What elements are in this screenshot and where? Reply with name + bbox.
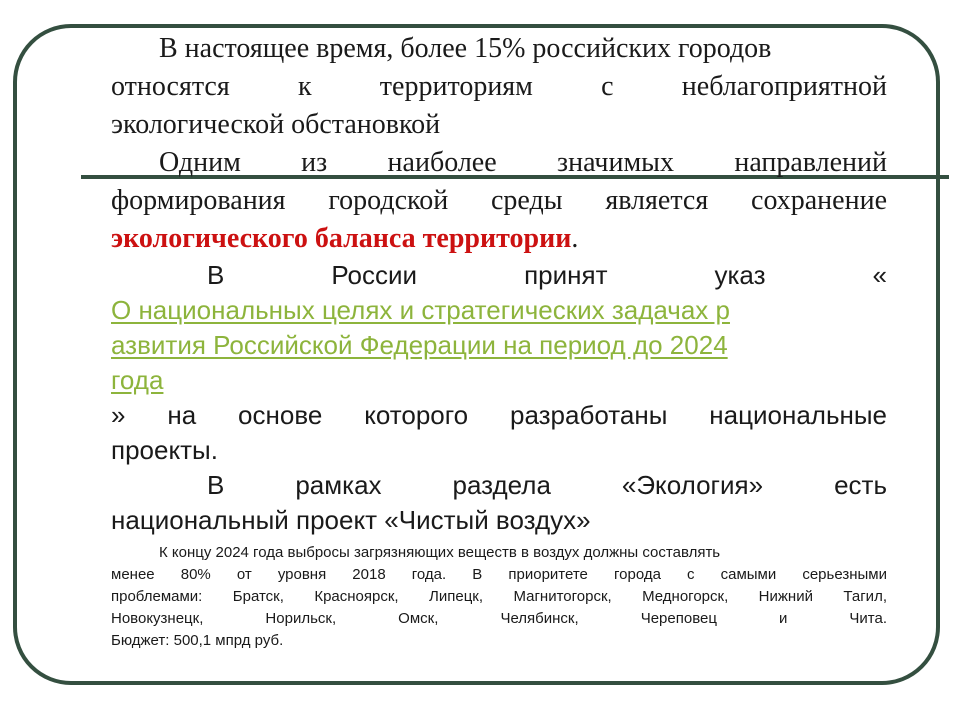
paragraph-line: экологической обстановкой <box>111 109 441 140</box>
ecological-balance-highlight: экологического баланса территории <box>111 223 572 254</box>
paragraph-line: проекты. <box>111 435 218 465</box>
decree-link-line: О национальных целях и стратегических задачах р <box>111 295 730 325</box>
paragraph-line: относятся к территориям с неблагоприятной <box>111 71 887 102</box>
slide-content <box>111 30 887 652</box>
paragraph-decree <box>111 258 887 468</box>
paragraph-line: В рамках раздела «Экология» есть <box>207 470 887 500</box>
paragraph-line: » на основе которого разработаны национальные <box>111 400 887 430</box>
paragraph-line: Одним из наиболее значимых направлений <box>159 147 887 178</box>
paragraph-clean-air-details <box>111 542 887 652</box>
paragraph-line <box>111 220 887 258</box>
decree-link[interactable] <box>111 293 887 398</box>
paragraph-punct: . <box>571 223 579 254</box>
paragraph-line: проблемами: Братск, Красноярск, Липецк, Магнитогорск, Медногорск, Нижний Тагил, <box>111 588 887 605</box>
paragraph-line: национальный проект «Чистый воздух» <box>111 505 591 535</box>
paragraph-line: В России принят указ « <box>207 260 887 290</box>
paragraph-pollution <box>111 30 887 144</box>
decree-link-line: года <box>111 365 164 395</box>
decree-link-line: азвития Российской Федерации на период до 2024 <box>111 330 728 360</box>
paragraph-line: менее 80% от уровня 2018 года. В приоритете города с самыми серьезными <box>111 566 887 583</box>
paragraph-line: В настоящее время, более 15% российских городов <box>159 33 772 64</box>
paragraph-line: Новокузнецк, Норильск, Омск, Челябинск, Череповец и Чита. <box>111 610 887 627</box>
paragraph-line: формирования городской среды является сохранение <box>111 185 887 216</box>
paragraph-clean-air <box>111 468 887 538</box>
paragraph-urban-environment <box>111 144 887 258</box>
paragraph-line: Бюджет: 500,1 мпрд руб. <box>111 632 284 649</box>
paragraph-line: К концу 2024 года выбросы загрязняющих веществ в воздух должны составлять <box>159 544 721 561</box>
